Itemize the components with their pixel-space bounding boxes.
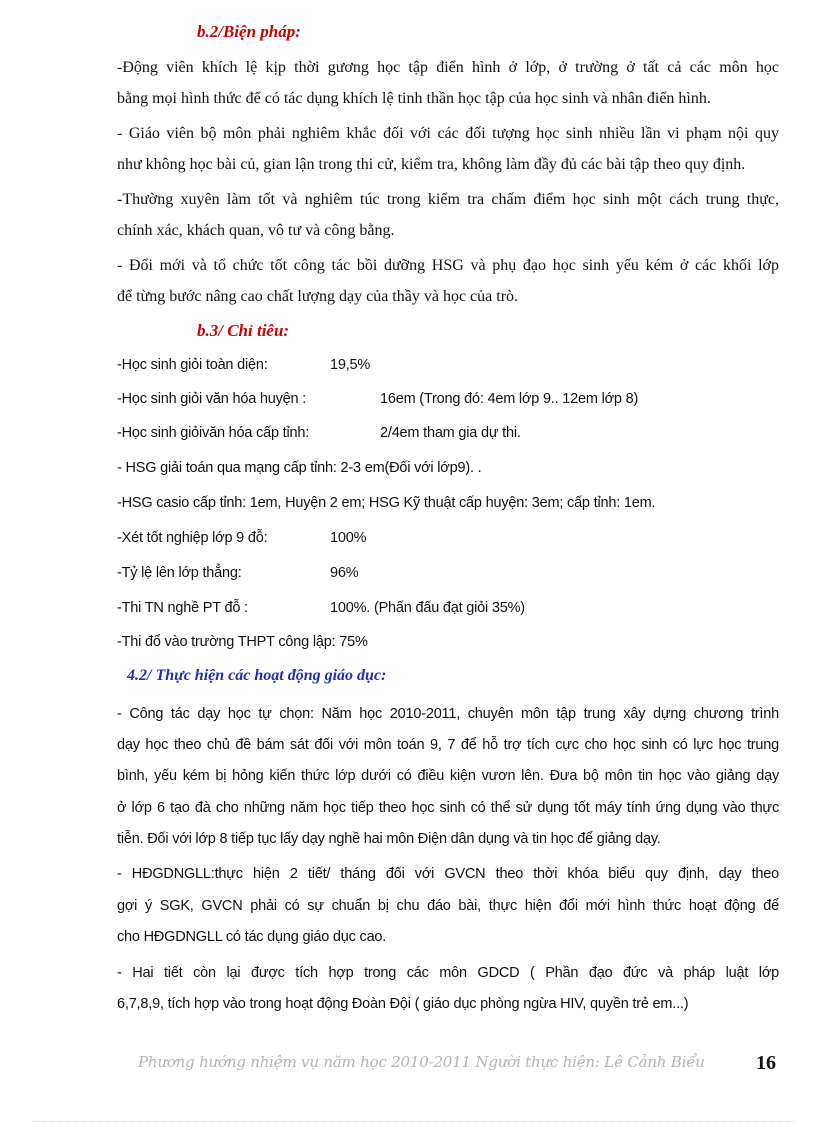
s42-p2-line2: gợi ý SGK, GVCN phải có sự chuẩn bị chu đáo bài, thực hiện đổi mới hình thức hoạt động để	[117, 898, 779, 914]
target-label: -Tỷ lệ lên lớp thẳng:	[117, 565, 242, 581]
s42-p2-line3: cho HĐGDNGLL có tác dụng giáo dục cao.	[117, 929, 387, 945]
page-footer-text: Phương hướng nhiệm vụ năm học 2010-2011 Người thực hiện: Lê Cảnh Biểu	[138, 1053, 705, 1071]
target-value: 16em (Trong đó: 4em lớp 9.. 12em lớp 8)	[380, 391, 639, 407]
target-value: 19,5%	[330, 357, 371, 373]
target-label: -Thi đổ vào trường THPT công lập: 75%	[117, 634, 368, 650]
page-number: 16	[756, 1052, 776, 1074]
target-value: 96%	[330, 565, 359, 581]
b2-p2-line1: - Giáo viên bộ môn phải nghiêm khắc đối với các đối tượng học sinh nhiều lần vi phạm nội quy	[117, 125, 779, 142]
target-label: -HSG casio cấp tỉnh: 1em, Huyện 2 em; HSG Kỹ thuật cấp huyện: 3em; cấp tỉnh: 1em.	[117, 495, 656, 511]
s42-p1-line3: bình, yếu kém bị hỏng kiến thức lớp dưới có điều kiện vươn lên. Đưa bộ môn tin học vào giảng dạy	[117, 768, 779, 784]
section-title-b3: b.3/ Chỉ tiêu:	[197, 321, 290, 340]
b2-p4-line1: - Đổi mới và tổ chức tốt công tác bồi dưỡng HSG và phụ đạo học sinh yếu kém ở các khối lớp	[117, 257, 779, 274]
section-title-4-2: 4.2/ Thực hiện các hoạt động giáo dục:	[127, 667, 387, 684]
target-value: 100%. (Phấn đấu đạt giỏi 35%)	[330, 600, 525, 616]
s42-p3-line2: 6,7,8,9, tích hợp vào trong hoạt động Đoàn Đội ( giáo dục phòng ngừa HIV, quyền trẻ em...)	[117, 996, 689, 1012]
target-label: - HSG giải toán qua mạng cấp tỉnh: 2-3 em(Đối với lớp9). .	[117, 460, 482, 476]
b2-p3-line1: -Thường xuyên làm tốt và nghiêm túc trong kiểm tra chấm điểm học sinh một cách trung thực,	[117, 191, 779, 208]
s42-p2-line1: - HĐGDNGLL:thực hiện 2 tiết/ tháng đối với GVCN theo thời khóa biểu quy định, dạy theo	[117, 866, 779, 882]
b2-p1-line1: -Động viên khích lệ kịp thời gương học tập điển hình ở lớp, ở trường ở tất cả các môn học	[117, 59, 779, 76]
s42-p1-line1: - Công tác dạy học tự chọn: Năm học 2010-2011, chuyên môn tập trung xây dựng chương trình	[117, 706, 779, 722]
b2-p4-line2: để từng bước nâng cao chất lượng dạy của thầy và học của trò.	[117, 288, 519, 305]
target-label: -Học sinh giỏi toàn diện:	[117, 357, 268, 373]
target-value: 100%	[330, 530, 367, 546]
b2-p3-line2: chính xác, khách quan, vô tư và công bằng.	[117, 222, 395, 239]
b2-p2-line2: như không học bài củ, gian lận trong thi cử, kiểm tra, không làm đầy đủ các bài tập theo quy định.	[117, 156, 746, 173]
s42-p1-line4: ở lớp 6 tạo đà cho những năm học tiếp theo học sinh có thể sử dụng tốt máy tính ứng dụng vào thực	[117, 800, 779, 816]
target-label: -Xét tốt nghiệp lớp 9 đỗ:	[117, 530, 268, 546]
footer-divider	[34, 1121, 794, 1122]
target-label: -Học sinh giỏivăn hóa cấp tỉnh:	[117, 425, 310, 441]
target-value: 2/4em tham gia dự thi.	[380, 425, 521, 441]
target-label: -Học sinh giỏi văn hóa huyện :	[117, 391, 307, 407]
b2-p1-line2: bằng mọi hình thức để có tác dụng khích lệ tinh thần học tập của học sinh và nhân điển hình.	[117, 90, 711, 107]
s42-p1-line2: dạy học theo chủ đề bám sát đối với môn toán 9, 7 để hỗ trợ tích cực cho học sinh có lực học trung	[117, 737, 779, 753]
section-title-b2: b.2/Biện pháp:	[197, 22, 301, 41]
target-label: -Thi TN nghề PT đỗ :	[117, 600, 248, 616]
s42-p1-line5: tiễn. Đối với lớp 8 tiếp tục lấy dạy nghề hai môn Điện dân dụng và tin học để giảng dạy.	[117, 831, 661, 847]
s42-p3-line1: - Hai tiết còn lại được tích hợp trong các môn GDCD ( Phần đạo đức và pháp luật lớp	[117, 965, 779, 981]
